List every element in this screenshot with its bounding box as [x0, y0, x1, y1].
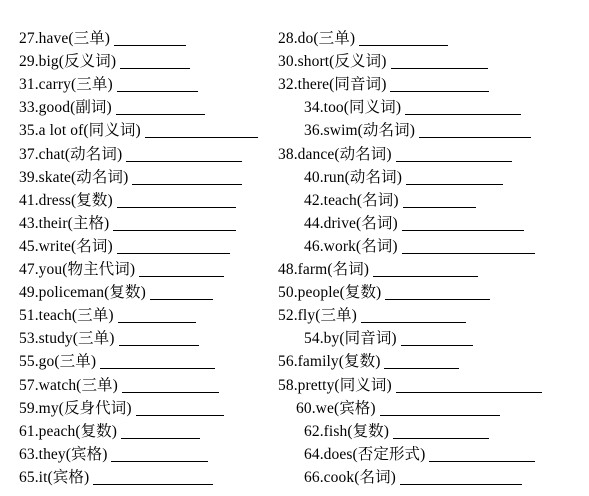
- exercise-item: [19, 468, 213, 488]
- answer-blank[interactable]: [121, 438, 200, 439]
- exercise-item: [304, 214, 524, 234]
- exercise-item: [19, 168, 242, 188]
- exercise-item: [304, 168, 503, 188]
- exercise-item: [278, 260, 478, 280]
- answer-blank[interactable]: [385, 299, 490, 300]
- answer-blank[interactable]: [118, 322, 196, 323]
- answer-blank[interactable]: [132, 184, 242, 185]
- exercise-item: [19, 422, 200, 442]
- exercise-prompt: 36.swim(动名词): [304, 122, 415, 140]
- exercise-item: [19, 29, 186, 49]
- exercise-prompt: 60.we(宾格): [296, 399, 376, 417]
- exercise-prompt: 48.farm(名词): [278, 261, 370, 278]
- exercise-prompt: 44.drive(名词): [304, 214, 398, 232]
- exercise-item: [19, 237, 230, 257]
- answer-blank[interactable]: [122, 392, 219, 393]
- answer-blank[interactable]: [405, 114, 521, 115]
- answer-blank[interactable]: [359, 45, 448, 46]
- answer-blank[interactable]: [401, 345, 473, 346]
- exercise-prompt: 45.write(名词): [19, 237, 113, 255]
- exercise-item: [19, 376, 219, 396]
- answer-blank[interactable]: [136, 415, 224, 416]
- exercise-prompt: 61.peach(复数): [19, 422, 118, 440]
- exercise-item: [278, 75, 489, 95]
- answer-blank[interactable]: [391, 68, 488, 69]
- exercise-item: [19, 98, 205, 118]
- exercise-prompt: 30.short(反义词): [278, 53, 387, 71]
- exercise-item: [304, 98, 521, 118]
- exercise-item: [304, 237, 535, 257]
- exercise-item: [278, 352, 459, 372]
- exercise-prompt: 55.go(三单): [19, 353, 97, 371]
- answer-blank[interactable]: [139, 276, 224, 277]
- exercise-item: [304, 445, 535, 465]
- exercise-prompt: 38.dance(动名词): [278, 145, 392, 163]
- answer-blank[interactable]: [120, 68, 190, 69]
- exercise-item: [19, 260, 224, 280]
- exercise-item: [278, 145, 512, 165]
- exercise-prompt: 65.it(宾格): [19, 468, 90, 486]
- answer-blank[interactable]: [93, 484, 213, 485]
- exercise-item: [304, 422, 489, 442]
- exercise-prompt: 51.teach(三单): [19, 307, 114, 325]
- exercise-prompt: 46.work(名词): [304, 237, 398, 255]
- answer-blank[interactable]: [113, 230, 236, 231]
- answer-blank[interactable]: [402, 230, 524, 231]
- exercise-prompt: 27.have(三单): [19, 30, 111, 47]
- exercise-prompt: 39.skate(动名词): [19, 168, 129, 186]
- exercise-item: [19, 75, 198, 95]
- exercise-item: [304, 121, 531, 141]
- exercise-item: [19, 283, 213, 303]
- exercise-item: [19, 214, 236, 234]
- exercise-prompt: 49.policeman(复数): [19, 284, 146, 302]
- answer-blank[interactable]: [119, 345, 199, 346]
- answer-blank[interactable]: [396, 161, 512, 162]
- exercise-prompt: 62.fish(复数): [304, 422, 390, 440]
- exercise-item: [19, 399, 224, 419]
- exercise-item: [278, 52, 488, 72]
- exercise-prompt: 43.their(主格): [19, 214, 110, 232]
- answer-blank[interactable]: [396, 392, 542, 393]
- answer-blank[interactable]: [403, 207, 476, 208]
- exercise-prompt: 64.does(否定形式): [304, 445, 426, 463]
- exercise-item: [296, 399, 500, 419]
- exercise-item: [19, 352, 215, 372]
- exercise-item: [304, 191, 476, 211]
- answer-blank[interactable]: [393, 438, 489, 439]
- answer-blank[interactable]: [100, 368, 215, 369]
- exercise-prompt: 40.run(动名词): [304, 168, 402, 186]
- exercise-prompt: 35.a lot of(同义词): [19, 122, 141, 140]
- answer-blank[interactable]: [380, 415, 500, 416]
- exercise-item: [19, 306, 196, 326]
- exercise-item: [19, 145, 242, 165]
- answer-blank[interactable]: [114, 45, 186, 46]
- exercise-prompt: 53.study(三单): [19, 330, 115, 348]
- answer-blank[interactable]: [117, 91, 198, 92]
- exercise-prompt: 41.dress(复数): [19, 191, 113, 209]
- exercise-item: [19, 121, 258, 141]
- exercise-prompt: 54.by(同音词): [304, 330, 397, 348]
- exercise-prompt: 52.fly(三单): [278, 307, 357, 325]
- answer-blank[interactable]: [361, 322, 466, 323]
- exercise-prompt: 31.carry(三单): [19, 76, 113, 94]
- exercise-item: [19, 445, 208, 465]
- answer-blank[interactable]: [400, 484, 522, 485]
- exercise-item: [19, 191, 236, 211]
- exercise-item: [19, 329, 199, 349]
- exercise-prompt: 56.family(复数): [278, 353, 381, 371]
- exercise-item: [304, 468, 522, 488]
- answer-blank[interactable]: [373, 276, 478, 277]
- answer-blank[interactable]: [111, 461, 208, 462]
- exercise-prompt: 37.chat(动名词): [19, 145, 123, 163]
- answer-blank[interactable]: [429, 461, 535, 462]
- answer-blank[interactable]: [126, 161, 242, 162]
- answer-blank[interactable]: [145, 137, 258, 138]
- exercise-prompt: 34.too(同义词): [304, 99, 402, 117]
- exercise-item: [278, 306, 466, 326]
- answer-blank[interactable]: [390, 91, 489, 92]
- answer-blank[interactable]: [150, 299, 213, 300]
- exercise-prompt: 50.people(复数): [278, 284, 382, 302]
- exercise-prompt: 57.watch(三单): [19, 376, 118, 394]
- exercise-prompt: 33.good(副词): [19, 99, 112, 117]
- exercise-item: [278, 29, 448, 49]
- answer-blank[interactable]: [406, 184, 503, 185]
- exercise-prompt: 58.pretty(同义词): [278, 376, 392, 394]
- answer-blank[interactable]: [117, 253, 230, 254]
- exercise-prompt: 42.teach(名词): [304, 191, 399, 209]
- exercise-prompt: 66.cook(名词): [304, 468, 396, 486]
- exercise-prompt: 32.there(同音词): [278, 76, 387, 94]
- exercise-item: [278, 283, 490, 303]
- exercise-item: [278, 376, 542, 396]
- answer-blank[interactable]: [419, 137, 531, 138]
- exercise-prompt: 63.they(宾格): [19, 445, 108, 463]
- exercise-item: [19, 52, 190, 72]
- exercise-prompt: 28.do(三单): [278, 30, 356, 47]
- answer-blank[interactable]: [402, 253, 535, 254]
- exercise-prompt: 29.big(反义词): [19, 53, 117, 71]
- exercise-prompt: 59.my(反身代词): [19, 399, 132, 417]
- answer-blank[interactable]: [116, 114, 205, 115]
- answer-blank[interactable]: [117, 207, 236, 208]
- answer-blank[interactable]: [384, 368, 459, 369]
- exercise-item: [304, 329, 473, 349]
- exercise-prompt: 47.you(物主代词): [19, 261, 136, 278]
